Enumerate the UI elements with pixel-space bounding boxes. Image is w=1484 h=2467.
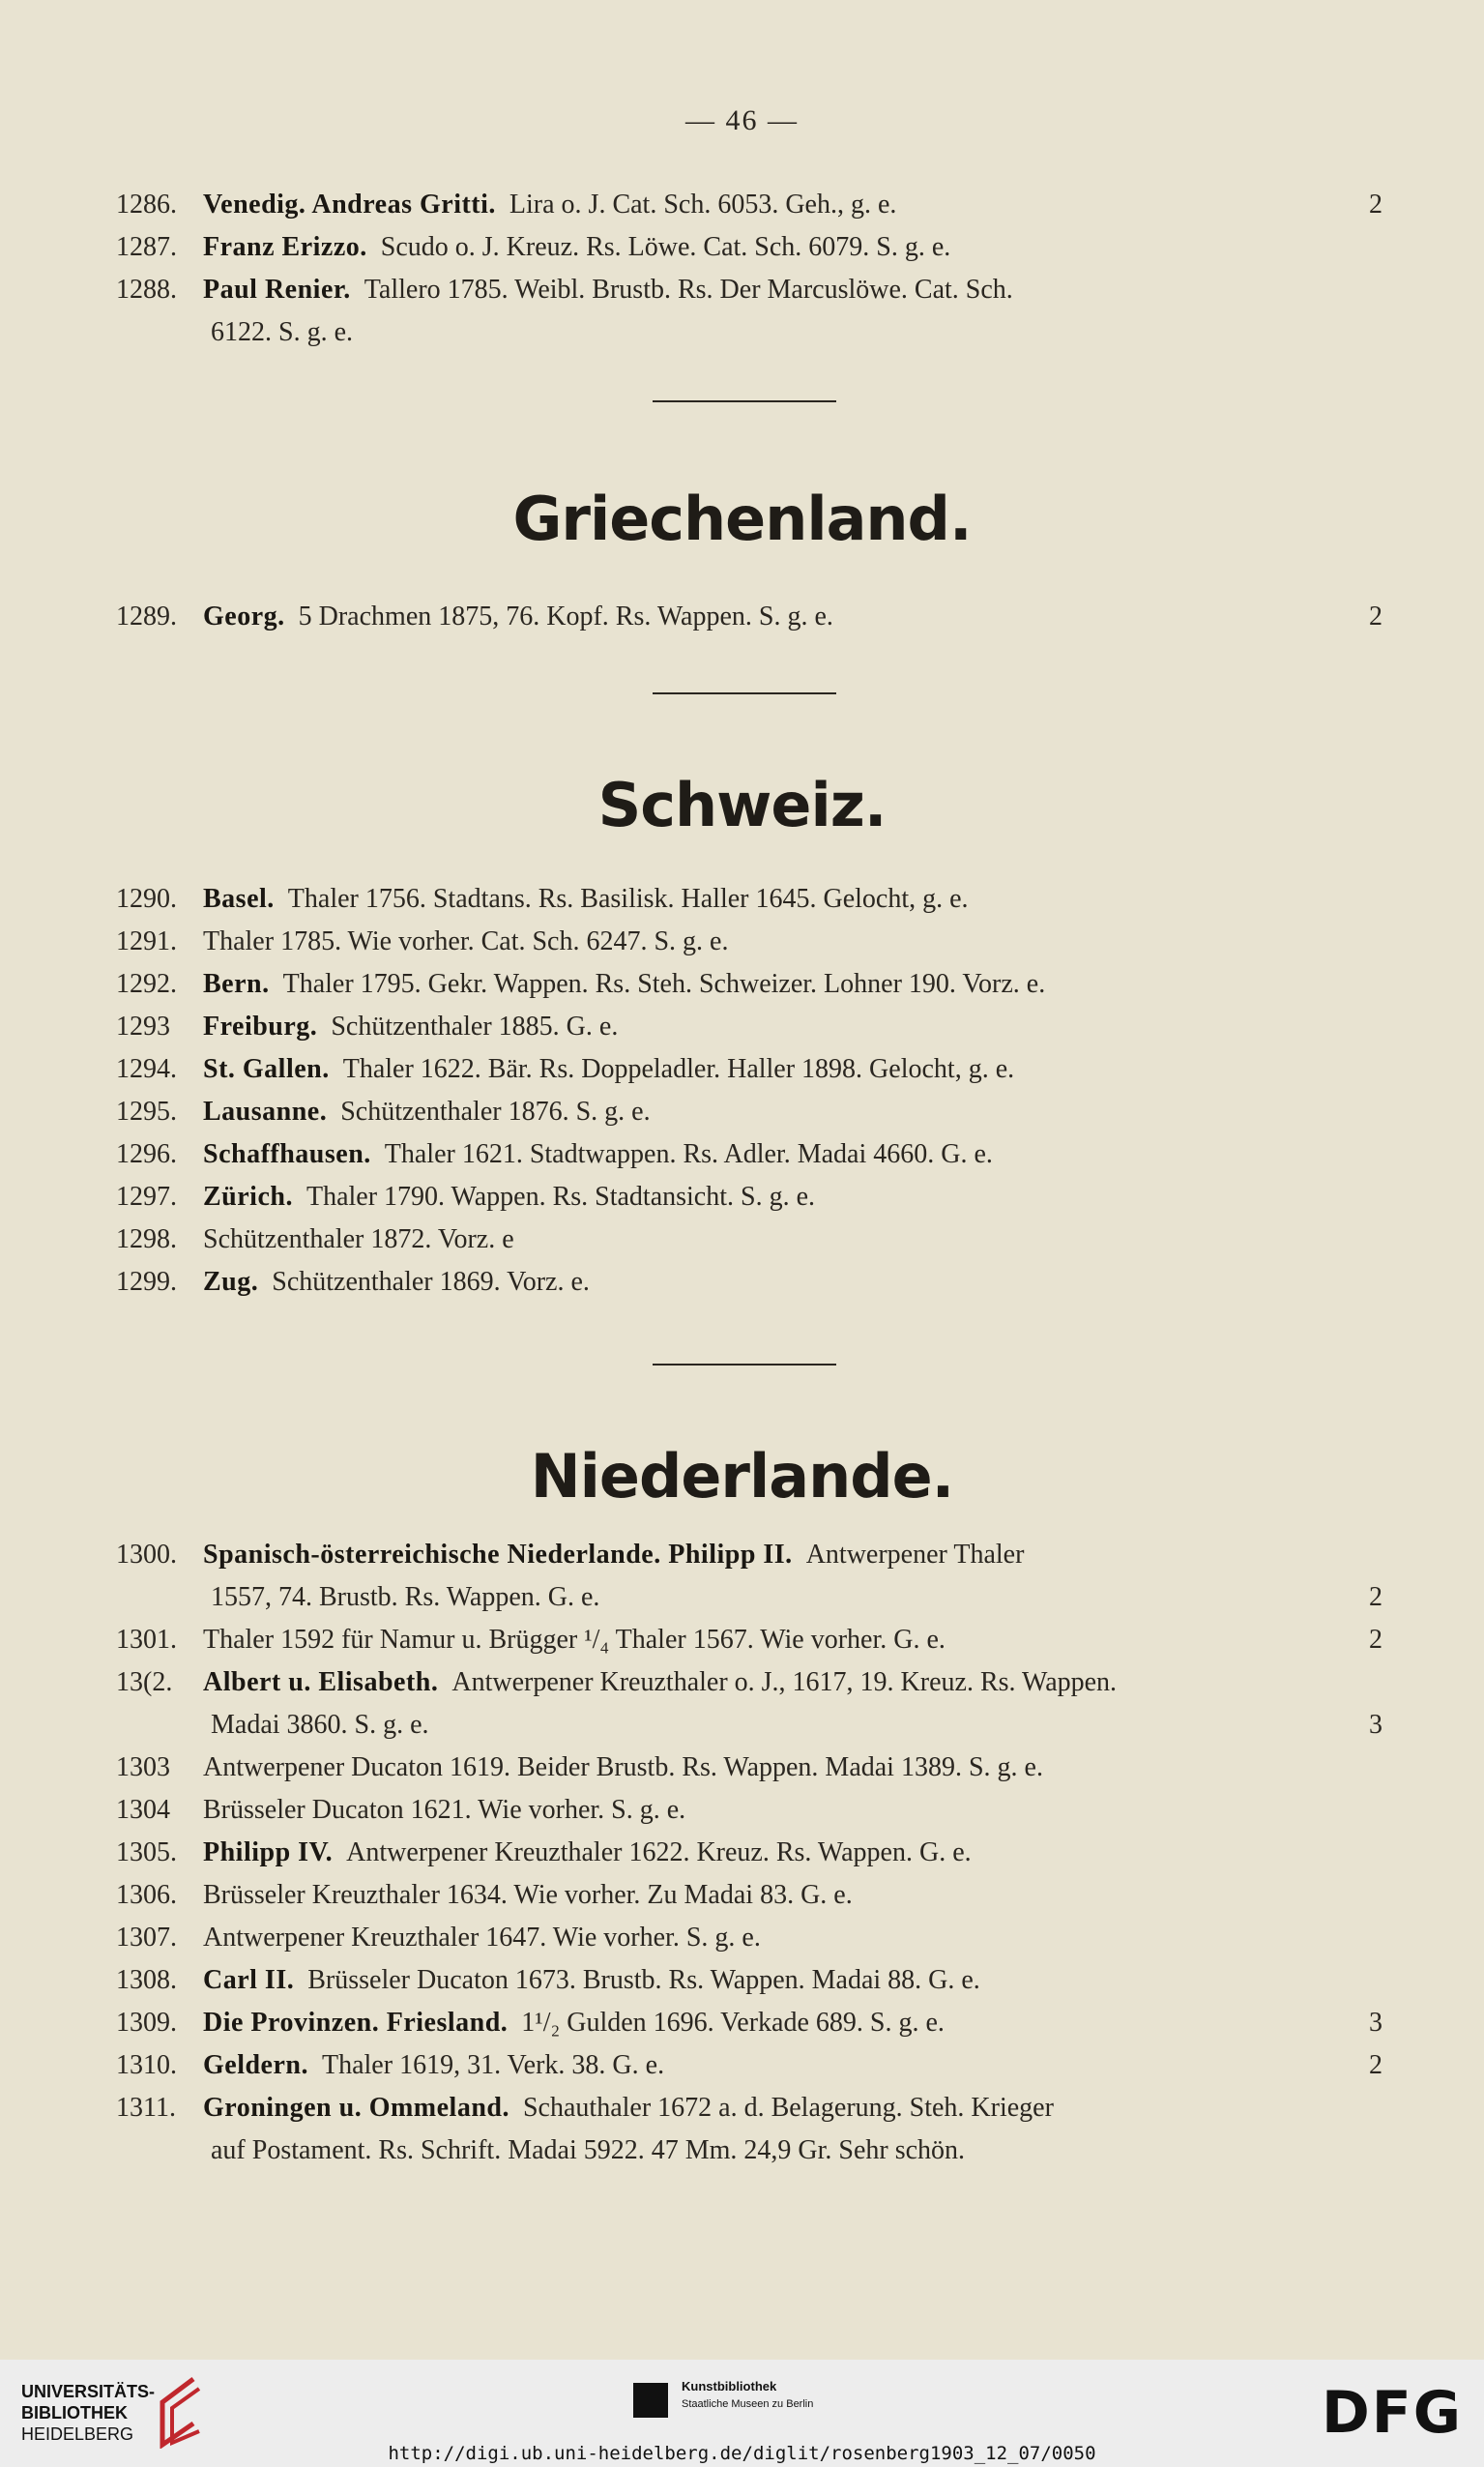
entry-1287: 1287. Franz Erizzo. Scudo o. J. Kreuz. Rs. Löwe. Cat. Sch. 6079. S. g. e.	[116, 232, 951, 262]
heading-niederlande: Niederlande.	[530, 1441, 954, 1512]
entry-1296: 1296. Schaffhausen. Thaler 1621. Stadtwappen. Rs. Adler. Madai 4660. G. e.	[116, 1139, 993, 1169]
entry-1295: 1295. Lausanne. Schützenthaler 1876. S. g. e.	[116, 1097, 651, 1127]
entry-1289: 1289. Georg. 5 Drachmen 1875, 76. Kopf. Rs. Wappen. S. g. e. 2	[116, 596, 1382, 638]
entry-1307: 1307. Antwerpener Kreuzthaler 1647. Wie vorher. S. g. e.	[116, 1923, 761, 1953]
uni-heidelberg-logo-icon	[155, 2375, 203, 2449]
entry-1293: 1293 Freiburg. Schützenthaler 1885. G. e.	[116, 1012, 619, 1042]
entry-1288: 1288. Paul Renier. Tallero 1785. Weibl. Brustb. Rs. Der Marcuslöwe. Cat. Sch. 6122. S. g. e.	[116, 275, 1013, 347]
price: 2	[1369, 190, 1382, 220]
price: 3	[1369, 2008, 1382, 2038]
price: 2	[1369, 2050, 1382, 2080]
price: 2	[1369, 1582, 1382, 1612]
entry-1294: 1294. St. Gallen. Thaler 1622. Bär. Rs. Doppeladler. Haller 1898. Gelocht, g. e.	[116, 1054, 1015, 1084]
section-divider	[653, 1364, 836, 1366]
entry-1311: 1311. Groningen u. Ommeland. Schauthaler 1672 a. d. Belagerung. Steh. Krieger auf Postament. Rs. Schrift. Madai 5922. 47 Mm. 24,9 Gr. Sehr schön.	[116, 2093, 1054, 2165]
entry-1308: 1308. Carl II. Brüsseler Ducaton 1673. Brustb. Rs. Wappen. Madai 88. G. e.	[116, 1965, 980, 1995]
entry-1306: 1306. Brüsseler Kreuzthaler 1634. Wie vorher. Zu Madai 83. G. e.	[116, 1880, 853, 1910]
page-number: — 46 —	[685, 104, 799, 136]
dfg-logo[interactable]: DFG	[1321, 2379, 1463, 2447]
entry-1300: 1300. Spanisch-österreichische Niederlande. Philipp II. Antwerpener Thaler 1557, 74. Brustb. Rs. Wappen. G. e. 2	[116, 1534, 1382, 1619]
price: 3	[1369, 1710, 1382, 1740]
entry-1290: 1290. Basel. Thaler 1756. Stadtans. Rs. Basilisk. Haller 1645. Gelocht, g. e.	[116, 884, 969, 914]
entry-1292: 1292. Bern. Thaler 1795. Gekr. Wappen. Rs. Steh. Schweizer. Lohner 190. Vorz. e.	[116, 969, 1046, 999]
price: 2	[1369, 602, 1382, 631]
heading-griechenland: Griechenland.	[512, 484, 972, 554]
entry-1286: 1286. Venedig. Andreas Gritti. Lira o. J. Cat. Sch. 6053. Geh., g. e. 2	[116, 184, 1382, 226]
source-url[interactable]: http://digi.ub.uni-heidelberg.de/diglit/rosenberg1903_12_07/0050	[388, 2443, 1096, 2464]
entry-1301: 1301. Thaler 1592 für Namur u. Brügger ¹/₄ Thaler 1567. Wie vorher. G. e. 2	[116, 1619, 1382, 1661]
section-divider	[653, 400, 836, 402]
entry-1303: 1303 Antwerpener Ducaton 1619. Beider Brustb. Rs. Wappen. Madai 1389. S. g. e.	[116, 1752, 1043, 1782]
entry-1297: 1297. Zürich. Thaler 1790. Wappen. Rs. Stadtansicht. S. g. e.	[116, 1182, 816, 1212]
entry-1310: 1310. Geldern. Thaler 1619, 31. Verk. 38. G. e. 2	[116, 2044, 1382, 2087]
entry-1309: 1309. Die Provinzen. Friesland. 1¹/₂ Gulden 1696. Verkade 689. S. g. e. 3	[116, 2002, 1382, 2044]
section-divider	[653, 692, 836, 694]
kunstbibliothek-icon	[633, 2383, 668, 2418]
entry-1302: 13(2. Albert u. Elisabeth. Antwerpener Kreuzthaler o. J., 1617, 19. Kreuz. Rs. Wappen. Madai 3860. S. g. e. 3	[116, 1661, 1382, 1747]
entry-1299: 1299. Zug. Schützenthaler 1869. Vorz. e.	[116, 1267, 590, 1297]
entry-1305: 1305. Philipp IV. Antwerpener Kreuzthaler 1622. Kreuz. Rs. Wappen. G. e.	[116, 1837, 972, 1867]
heading-schweiz: Schweiz.	[597, 770, 887, 840]
uni-heidelberg-logo-text[interactable]: UNIVERSITÄTS- BIBLIOTHEK HEIDELBERG	[21, 2382, 156, 2444]
price: 2	[1369, 1625, 1382, 1655]
entry-1304: 1304 Brüsseler Ducaton 1621. Wie vorher. S. g. e.	[116, 1795, 686, 1825]
entry-1291: 1291. Thaler 1785. Wie vorher. Cat. Sch. 6247. S. g. e.	[116, 926, 729, 956]
entry-1298: 1298. Schützenthaler 1872. Vorz. e	[116, 1224, 514, 1254]
